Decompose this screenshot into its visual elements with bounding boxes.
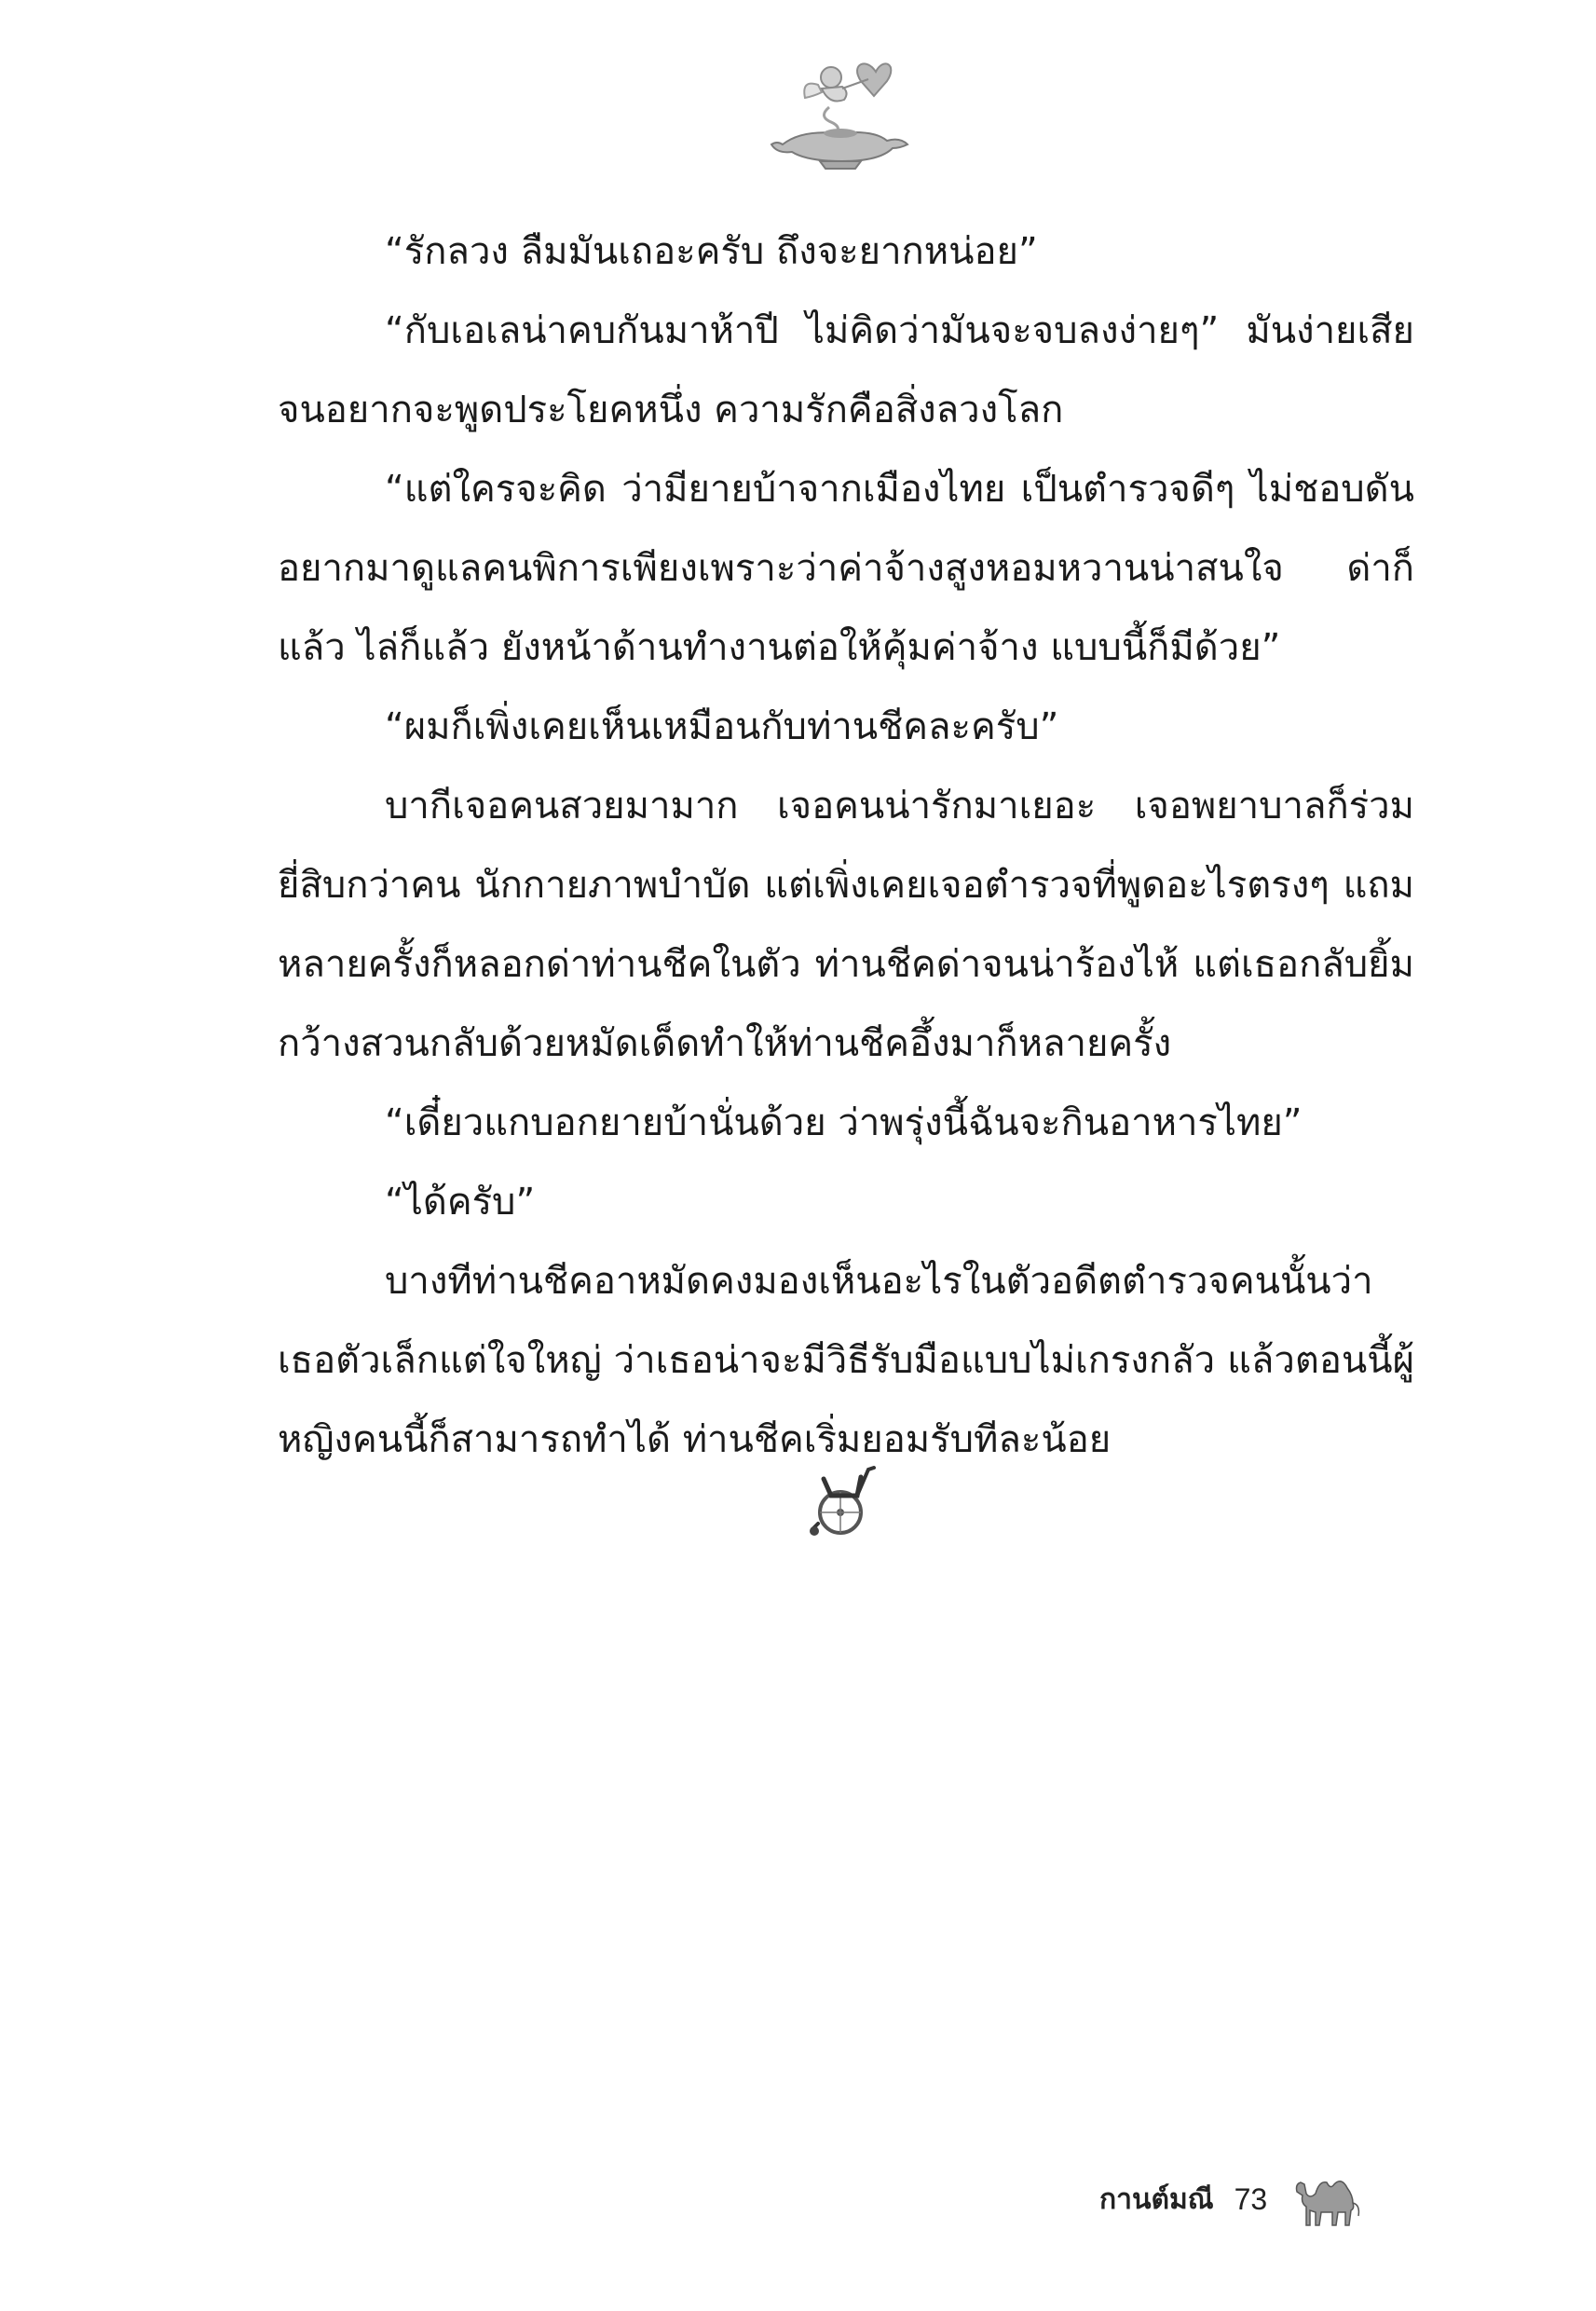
paragraph: บากีเจอคนสวยมามาก เจอคนน่ารักมาเยอะ เจอพยาบาลก็ร่วมยี่สิบกว่าคน นักกายภาพบำบัด แต่เพิ่งเคยเจอตำรวจที่พูดอะไรตรงๆ แถมหลายครั้งก็หลอกด่าท่านชีคในตัว ท่านชีคด่าจนน่าร้องไห้ แต่เธอกลับยิ้มกว้างสวนกลับด้วยหมัดเด็ดทำให้ท่านชีคอึ้งมาก็หลายครั้ง <box>278 785 1414 1065</box>
camel-icon <box>1291 2171 1366 2227</box>
paragraph: “ได้ครับ” <box>385 1181 536 1224</box>
magic-lamp-cupid-icon <box>764 51 913 172</box>
page-number: 73 <box>1234 2181 1268 2216</box>
paragraph: “รักลวง ลืมมันเถอะครับ ถึงจะยากหน่อย” <box>385 230 1038 273</box>
paragraph: “เดี๋ยวแกบอกยายบ้านั่นด้วย ว่าพรุ่งนี้ฉันจะกินอาหารไทย” <box>385 1101 1303 1144</box>
book-title: กานต์มณี <box>1099 2182 1214 2216</box>
wheelchair-icon <box>803 1458 878 1538</box>
page-footer <box>1099 2167 1416 2232</box>
paragraph: “แต่ใครจะคิด ว่ามียายบ้าจากเมืองไทย เป็นตำรวจดีๆ ไม่ชอบดันอยากมาดูแลคนพิการเพียงเพราะว่าค่าจ้างสูงหอมหวานน่าสนใจ ด่าก็แล้ว ไล่ก็แล้ว ยังหน้าด้านทำงานต่อให้คุ้มค่าจ้าง แบบนี้ก็มีด้วย” <box>278 468 1414 669</box>
paragraph: “ผมก็เพิ่งเคยเห็นเหมือนกับท่านชีคละครับ” <box>385 705 1059 748</box>
paragraph: บางทีท่านชีคอาหมัดคงมองเห็นอะไรในตัวอดีตตำรวจคนนั้นว่าเธอตัวเล็กแต่ใจใหญ่ ว่าเธอน่าจะมีวิธีรับมือแบบไม่เกรงกลัว แล้วตอนนี้ผู้หญิงคนนี้ก็สามารถทำได้ ท่านชีคเริ่มยอมรับทีละน้อย <box>278 1260 1414 1461</box>
paragraph: “กับเอเลน่าคบกันมาห้าปี ไม่คิดว่ามันจะจบลงง่ายๆ” มันง่ายเสียจนอยากจะพูดประโยคหนึ่ง ความรักคือสิ่งลวงโลก <box>278 309 1414 431</box>
story-body <box>278 212 1414 1480</box>
